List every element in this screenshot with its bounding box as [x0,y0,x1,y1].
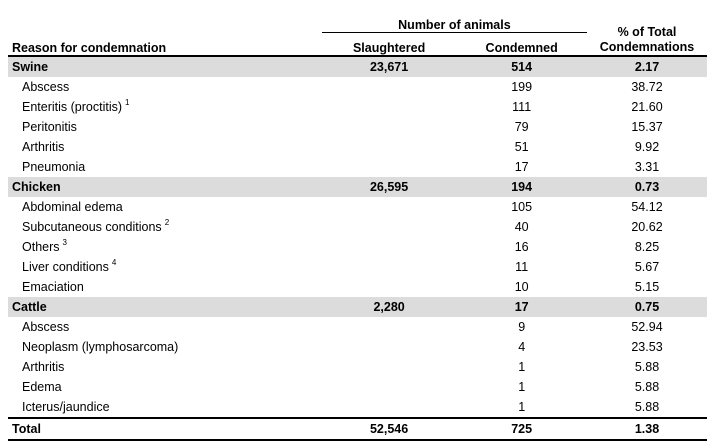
reason-slaughtered [322,357,457,377]
reason-label: Abscess [22,80,70,94]
category-name: Cattle [8,297,322,317]
reason-slaughtered [322,137,457,157]
reason-pct: 5.88 [634,360,660,374]
category-condemned: 194 [456,177,587,197]
footnote-marker: 3 [62,237,67,247]
category-condemned: 17 [456,297,587,317]
reason-row [8,217,707,237]
reason-slaughtered [322,257,457,277]
reason-label: Enteritis (proctitis) [22,100,123,114]
footnote-marker: 1 [125,97,130,107]
reason-condemned: 11 [515,260,529,274]
header-condemned: Condemned [456,33,587,57]
reason-label: Abdominal edema [22,200,123,214]
footnote-marker: 4 [111,257,117,267]
reason-condemned: 105 [511,200,533,214]
header-pct-line2: Condemnations [599,40,695,54]
reason-row [8,377,707,397]
reason-pct: 5.67 [634,260,660,274]
reason-slaughtered [322,277,457,297]
category-slaughtered: 23,671 [322,56,457,77]
table-header [8,10,707,56]
reason-row [8,117,707,137]
reason-cell [8,157,322,177]
header-reason: Reason for condemnation [8,33,322,57]
header-pct-total [587,10,707,56]
category-slaughtered: 2,280 [322,297,457,317]
reason-cell [8,117,322,137]
category-name: Swine [8,56,322,77]
reason-condemned: 9 [518,320,526,334]
reason-cell [8,137,322,157]
reason-pct: 5.88 [634,380,660,394]
reason-condemned: 1 [518,380,526,394]
reason-label: Pneumonia [22,160,86,174]
category-name: Chicken [8,177,322,197]
reason-condemned: 51 [514,140,529,154]
reason-slaughtered [322,97,457,117]
reason-cell [8,77,322,97]
reason-cell [8,237,322,257]
reason-pct: 21.60 [631,100,663,114]
header-slaughtered: Slaughtered [322,33,457,57]
total-slaughtered: 52,546 [322,418,457,440]
reason-row [8,97,707,117]
total-pct: 1.38 [587,418,707,440]
reason-condemned: 1 [518,360,526,374]
reason-condemned: 111 [512,100,532,114]
reason-label: Icterus/jaundice [22,400,110,414]
reason-pct: 5.15 [634,280,660,294]
reason-condemned: 4 [518,340,526,354]
category-row [8,56,707,77]
reason-slaughtered [322,377,457,397]
reason-row [8,257,707,277]
reason-condemned: 40 [514,220,529,234]
total-condemned: 725 [456,418,587,440]
reason-cell [8,357,322,377]
reason-slaughtered [322,237,457,257]
reason-slaughtered [322,157,457,177]
reason-row [8,337,707,357]
reason-pct: 23.53 [631,340,663,354]
reason-row [8,137,707,157]
reason-condemned: 16 [514,240,529,254]
condemnation-table [8,10,707,441]
reason-label: Peritonitis [22,120,77,134]
reason-row [8,357,707,377]
reason-row [8,197,707,217]
category-pct: 0.73 [587,177,707,197]
reason-label: Others [22,240,60,254]
reason-cell [8,277,322,297]
category-row [8,297,707,317]
category-condemned: 514 [456,56,587,77]
reason-pct: 54.12 [631,200,663,214]
reason-condemned: 199 [511,80,533,94]
reason-condemned: 10 [514,280,529,294]
reason-slaughtered [322,317,457,337]
reason-cell [8,377,322,397]
reason-row [8,317,707,337]
total-row [8,418,707,440]
reason-condemned: 17 [514,160,529,174]
reason-row [8,77,707,97]
reason-row [8,397,707,418]
reason-pct: 3.31 [634,160,660,174]
reason-cell [8,337,322,357]
reason-label: Edema [22,380,62,394]
reason-label: Neoplasm (lymphosarcoma) [22,340,179,354]
category-pct: 2.17 [587,56,707,77]
reason-label: Arthritis [22,140,65,154]
header-number-of-animals: Number of animals [322,10,587,33]
reason-slaughtered [322,217,457,237]
table-body [8,56,707,440]
reason-cell [8,97,322,117]
reason-slaughtered [322,397,457,418]
header-pct-line1: % of Total [617,25,677,39]
category-pct: 0.75 [587,297,707,317]
reason-pct: 9.92 [634,140,660,154]
category-row [8,177,707,197]
reason-condemned: 1 [518,400,526,414]
reason-pct: 38.72 [631,80,663,94]
reason-slaughtered [322,197,457,217]
header-row-top [8,10,707,33]
reason-pct: 5.88 [634,400,660,414]
reason-row [8,157,707,177]
reason-pct: 20.62 [631,220,663,234]
reason-slaughtered [322,117,457,137]
reason-slaughtered [322,337,457,357]
reason-label: Abscess [22,320,70,334]
reason-label: Subcutaneous conditions [22,220,162,234]
reason-row [8,277,707,297]
reason-pct: 15.37 [631,120,663,134]
reason-cell [8,397,322,418]
reason-pct: 8.25 [634,240,660,254]
header-blank [8,10,322,33]
reason-row [8,237,707,257]
footnote-marker: 2 [164,217,170,227]
reason-condemned: 79 [514,120,529,134]
reason-cell [8,317,322,337]
reason-cell [8,197,322,217]
reason-label: Arthritis [22,360,65,374]
reason-cell [8,217,322,237]
reason-label: Emaciation [22,280,84,294]
reason-cell [8,257,322,277]
total-label: Total [8,418,322,440]
reason-slaughtered [322,77,457,97]
reason-label: Liver conditions [22,260,109,274]
reason-pct: 52.94 [631,320,663,334]
category-slaughtered: 26,595 [322,177,457,197]
